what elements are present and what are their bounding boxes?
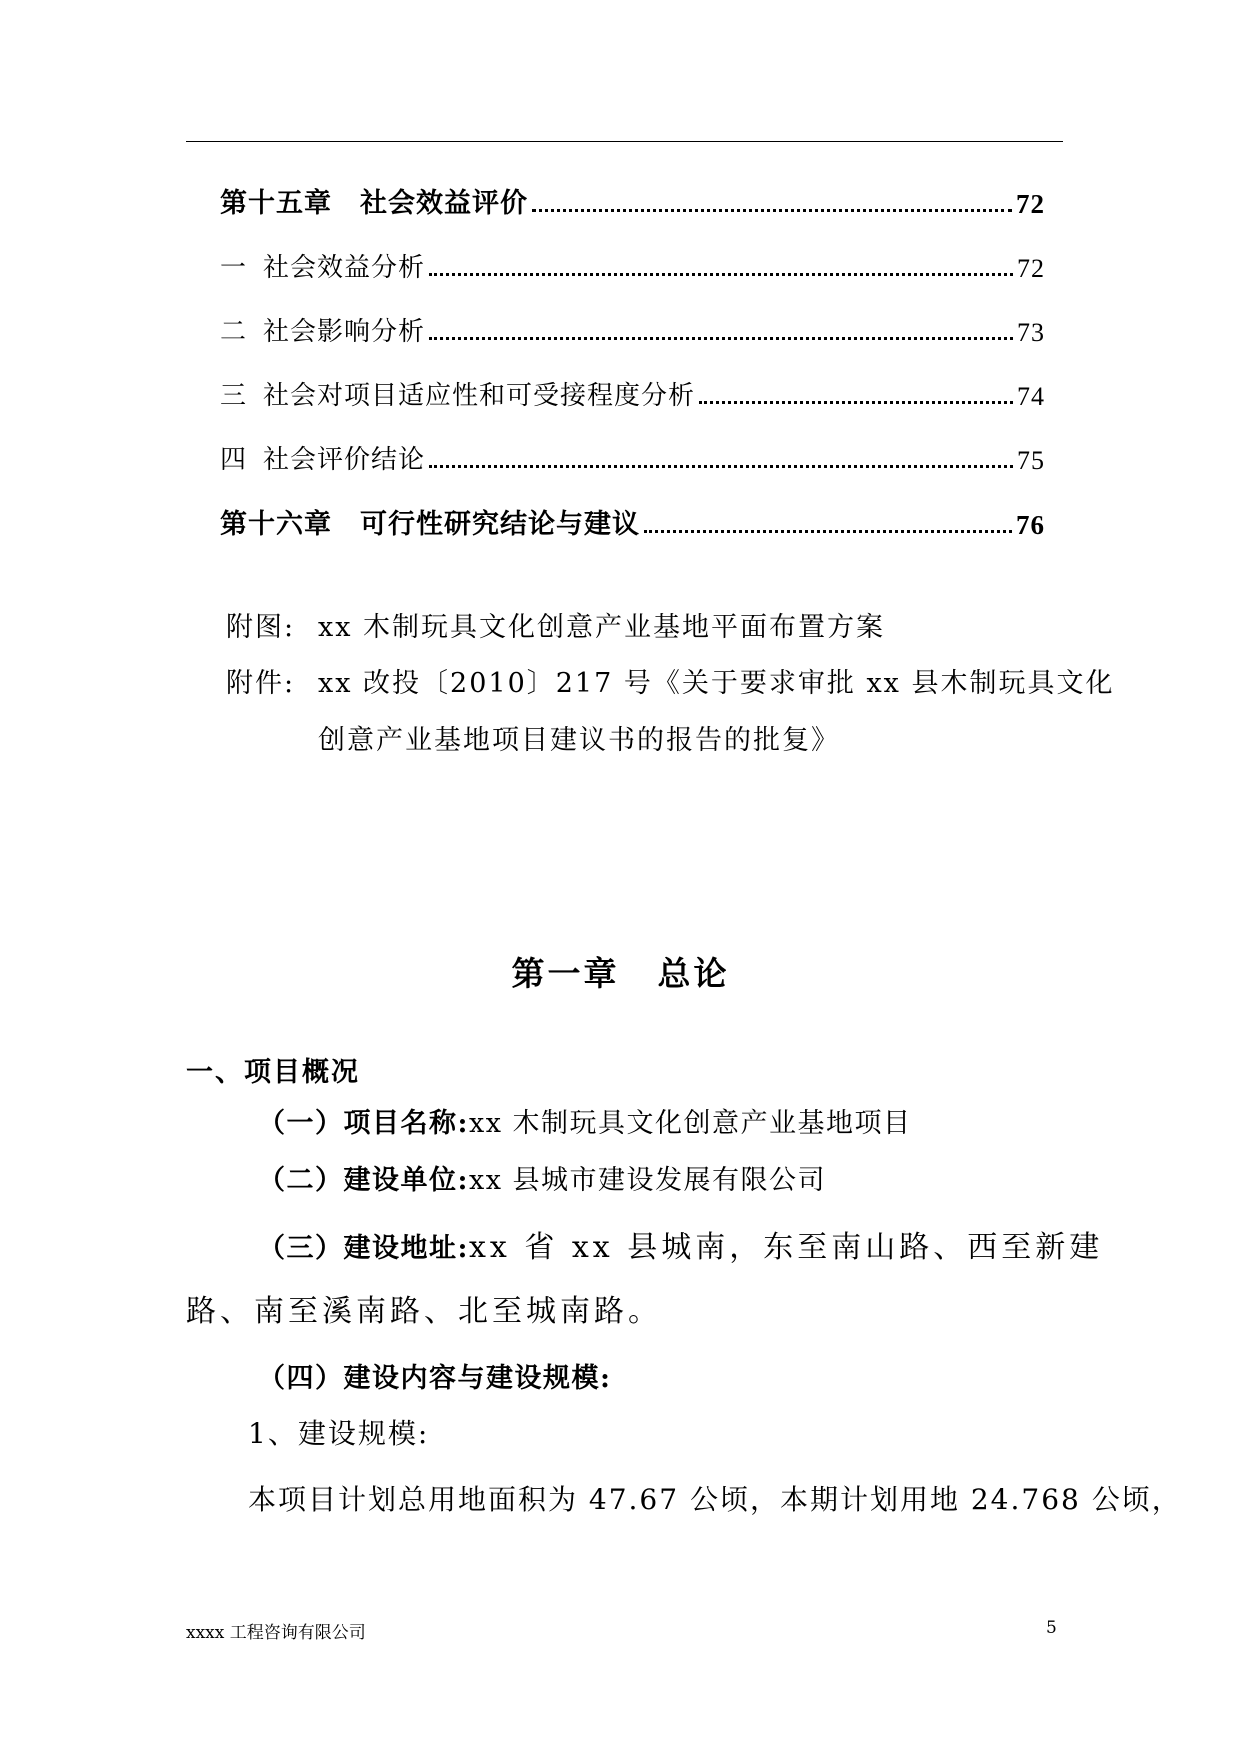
toc-page-number: 72 (1016, 189, 1045, 219)
toc-entry[interactable] (220, 304, 1045, 348)
figure-label: 附图: (226, 612, 296, 643)
toc-title: 社会对项目适应性和可受接程度分析 (263, 381, 696, 411)
construction-unit (258, 1158, 826, 1197)
toc-leader-dots (429, 465, 1013, 468)
toc-entry[interactable] (220, 240, 1045, 284)
toc-entry[interactable] (220, 432, 1045, 476)
toc-entry[interactable] (220, 368, 1045, 412)
toc-page-number: 72 (1017, 254, 1045, 283)
toc-entry[interactable] (220, 176, 1045, 220)
file-text-line1: xx 改投〔2010〕217 号《关于要求审批 xx 县木制玩具文化 (318, 668, 1115, 699)
construction-site-value-line1: xx 省 xx 县城南，东至南山路、西至新建 (468, 1230, 1104, 1265)
chapter-name: 总论 (657, 954, 730, 993)
header-rule (186, 141, 1063, 142)
toc-leader-dots (644, 530, 1012, 533)
toc-entry[interactable] (220, 497, 1045, 541)
chapter-number: 第一章 (511, 954, 620, 993)
toc-leader-dots (429, 273, 1013, 276)
toc-number: 第十五章 (220, 188, 332, 219)
toc-page-number: 75 (1017, 446, 1045, 475)
construction-content-label (258, 1356, 611, 1395)
construction-content-heading: （四）建设内容与建设规模: (258, 1363, 612, 1394)
project-name-value: xx 木制玩具文化创意产业基地项目 (468, 1108, 912, 1139)
project-name (258, 1101, 912, 1140)
file-attachment (226, 661, 1115, 700)
toc-title: 社会影响分析 (263, 317, 426, 347)
toc-page-number: 74 (1017, 382, 1045, 411)
toc-page-number: 73 (1017, 318, 1045, 347)
toc-number: 三 (220, 381, 248, 411)
chapter-title (0, 948, 1241, 995)
figure-text: xx 木制玩具文化创意产业基地平面布置方案 (318, 612, 886, 643)
toc-number: 一 (220, 253, 248, 283)
toc-number: 二 (220, 317, 248, 347)
project-name-label: （一）项目名称: (258, 1108, 469, 1139)
toc-leader-dots (532, 209, 1012, 212)
toc-leader-dots (699, 401, 1013, 404)
toc-title: 社会效益评价 (360, 188, 528, 219)
construction-unit-label: （二）建设单位: (258, 1165, 469, 1196)
footer-company: xxxx 工程咨询有限公司 (186, 1623, 366, 1643)
scale-heading: 1、建设规模: (248, 1417, 430, 1450)
toc-title: 社会评价结论 (263, 445, 426, 475)
construction-unit-value: xx 县城市建设发展有限公司 (468, 1165, 827, 1196)
scale-paragraph: 本项目计划总用地面积为 47.67 公顷，本期计划用地 24.768 公顷， (248, 1483, 1182, 1516)
construction-site (258, 1222, 1103, 1266)
toc-title: 可行性研究结论与建议 (360, 509, 640, 540)
toc-title: 社会效益分析 (263, 253, 426, 283)
construction-site-value-line2: 路、南至溪南路、北至城南路。 (186, 1294, 662, 1329)
toc-page-number: 76 (1016, 510, 1045, 540)
toc-number: 四 (220, 445, 248, 475)
section-heading: 一、项目概况 (186, 1057, 360, 1088)
file-text-line2: 创意产业基地项目建议书的报告的批复》 (318, 725, 840, 756)
construction-site-label: （三）建设地址: (258, 1233, 469, 1264)
file-label: 附件: (226, 668, 296, 699)
figure-attachment (226, 605, 885, 644)
toc-leader-dots (429, 337, 1013, 340)
toc-number: 第十六章 (220, 509, 332, 540)
footer-page-number: 5 (1046, 1618, 1057, 1638)
